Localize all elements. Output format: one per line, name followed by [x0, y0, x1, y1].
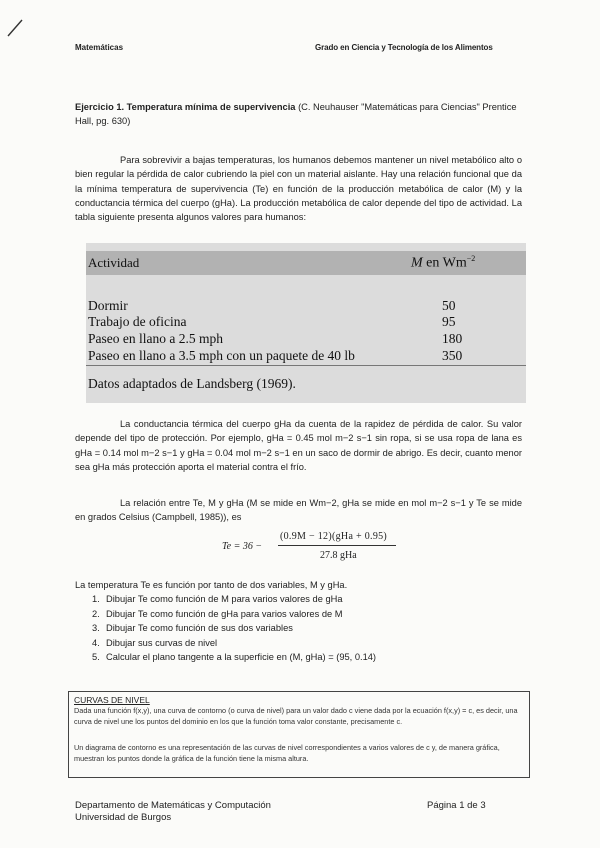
table-cell-value: 95 [442, 314, 456, 329]
activity-table [86, 243, 526, 403]
table-header-unit-text: en Wm [422, 255, 467, 271]
task-number: 5. [92, 652, 100, 663]
task-number: 4. [92, 637, 100, 648]
table-header-row [86, 251, 526, 275]
table-header-activity: Actividad [88, 255, 140, 270]
table-header-unit-exp: −2 [466, 254, 476, 263]
formula-denominator: 27.8 gHa [320, 550, 357, 561]
conductance-paragraph: La conductancia térmica del cuerpo gHa da cuenta de la rapidez de pérdida de calor. Su valor depende del tipo de protección. Por ejemplo, gHa = 0.45 mol m−2 s−1 sin ropa, si se usa ropa de lana es gHa = 0.14 mol m−2 s−1 y gHa = 0.04 mol m−2 s−1 en un saco de dormir de abrigo. Es decir, cuanto menor sea gHa más protección aporta el material contra el frío. [75, 419, 522, 472]
task-list [92, 592, 522, 665]
list-item [92, 621, 522, 636]
task-text: Calcular el plano tangente a la superficie en (M, gHa) = (95, 0.14) [106, 652, 377, 663]
table-header-unit [411, 254, 475, 272]
list-item [92, 636, 522, 651]
footer-department: Departamento de Matemáticas y Computación [75, 800, 271, 811]
relation-paragraph: La relación entre Te, M y gHa (M se mide en Wm−2, gHa se mide en mol m−2 s−1 y Te se mide en grados Celsius (Campbell, 1985)), es [75, 498, 522, 523]
table-cell-activity: Paseo en llano a 2.5 mph [88, 331, 223, 346]
pen-mark-icon [0, 0, 40, 40]
task-number: 3. [92, 623, 100, 634]
task-text: Dibujar Te como función de M para varios valores de gHa [106, 594, 343, 604]
task-text: Dibujar Te como función de gHa para varios valores de M [106, 608, 343, 619]
intro-paragraph: Para sobrevivir a bajas temperaturas, los humanos debemos mantener un nivel metabólico alto o bien regular la pérdida de calor cubriendo la piel con un material aislante. Hay una relación funcional que da la mínima temperatura de supervivencia (Te) en función de la producción metabólica de calor (M) y la conductancia térmica del cuerpo (gHa). La producción metabólica de calor depende del tipo de actividad. La tabla siguiente presenta algunos valores para humanos: [75, 155, 522, 223]
header-subject: Matemáticas [75, 43, 124, 52]
table-header-unit-var: M [411, 255, 423, 271]
formula-fraction-bar [278, 545, 396, 546]
formula-lhs: Te = 36 − [222, 541, 263, 552]
task-number: 1. [92, 594, 100, 604]
table-source: Datos adaptados de Landsberg (1969). [88, 376, 296, 391]
exercise-heading [75, 100, 535, 128]
list-item [92, 607, 522, 622]
box-title: CURVAS DE NIVEL [74, 695, 150, 705]
exercise-title: Ejercicio 1. Temperatura mínima de supervivencia [75, 102, 296, 112]
page-number: Página 1 de 3 [427, 800, 486, 811]
table-cell-activity: Trabajo de oficina [88, 314, 187, 329]
footer-institution [75, 800, 271, 824]
table-cell-value: 180 [442, 331, 463, 346]
footer-university: Universidad de Burgos [75, 812, 172, 823]
table-row [86, 348, 526, 366]
formula-numerator: (0.9M − 12)(gHa + 0.95) [280, 531, 388, 542]
header-degree: Grado en Ciencia y Tecnología de los Alimentos [315, 43, 493, 52]
list-item [92, 592, 522, 607]
box-contour-diagram: Un diagrama de contorno es una representación de las curvas de nivel correspondientes a varios valores de c y, de manera gráfica, muestran los puntos donde la gráfica de la función tiene la misma altura. [74, 743, 500, 763]
level-curves-box [68, 691, 530, 778]
task-text: Dibujar sus curvas de nivel [106, 637, 218, 648]
table-row [86, 314, 526, 332]
box-definition: Dada una función f(x,y), una curva de contorno (o curva de nivel) para un valor dado c viene dada por la ecuación f(x,y) = c, es decir, una curva de nivel une los puntos del dominio en los que la función toma valor constante, precisamente c. [74, 706, 518, 726]
table-cell-value: 50 [442, 298, 456, 313]
task-number: 2. [92, 608, 100, 619]
exercise-reference: (C. Neuhauser "Matemáticas para Ciencias" Prentice Hall, pg. 630) [75, 102, 517, 126]
table-divider [86, 365, 526, 366]
table-cell-activity: Paseo en llano a 3.5 mph con un paquete de 40 lb [88, 348, 355, 363]
table-cell-value: 350 [442, 348, 463, 363]
table-row [86, 331, 526, 349]
function-statement: La temperatura Te es función por tanto de dos variables, M y gHa. [75, 580, 348, 590]
list-item [92, 650, 522, 665]
temperature-formula [222, 529, 402, 569]
task-text: Dibujar Te como función de sus dos variables [106, 623, 293, 634]
table-cell-activity: Dormir [88, 298, 128, 313]
